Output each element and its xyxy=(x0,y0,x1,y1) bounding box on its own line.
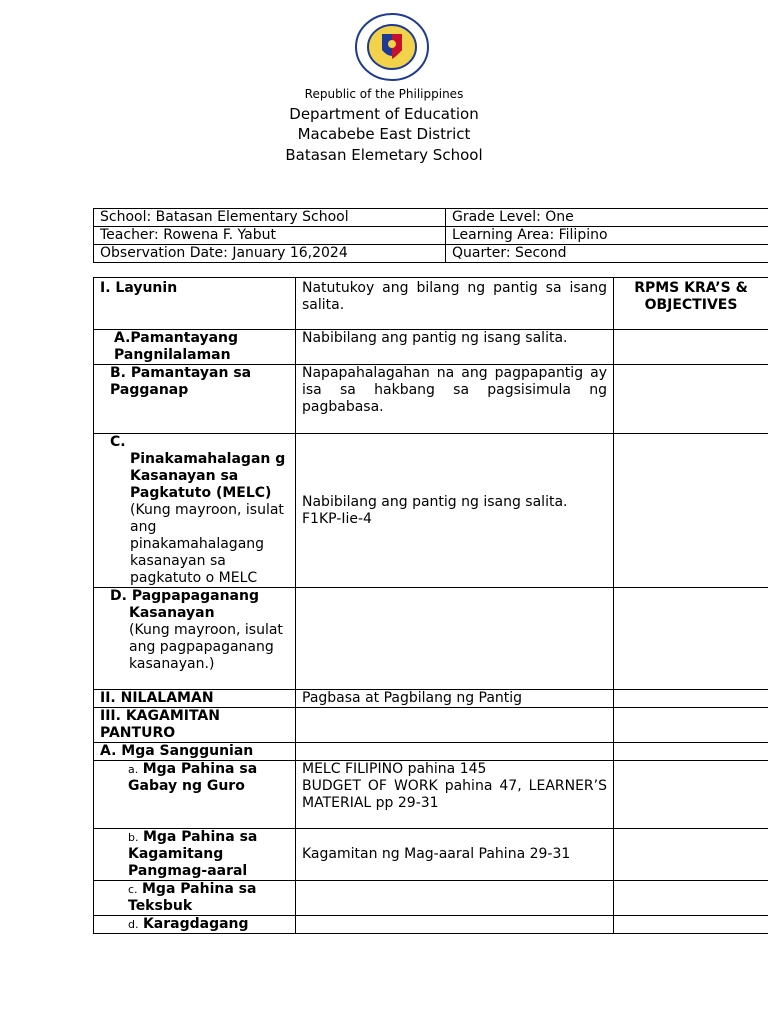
teksbuk-label: Mga Pahina sa Teksbuk xyxy=(128,881,257,914)
rpms-cell xyxy=(614,761,768,829)
teacher-cell: Teacher: Rowena F. Yabut xyxy=(94,227,446,245)
melc-label-cell xyxy=(94,434,296,588)
table-row xyxy=(94,365,768,434)
kagamitang-pangmag-aaral-content: Kagamitan ng Mag-aaral Pahina 29-31 xyxy=(296,829,614,881)
table-row xyxy=(94,588,768,690)
rpms-cell xyxy=(614,916,768,934)
rpms-cell xyxy=(614,829,768,881)
table-row xyxy=(94,708,768,743)
melc-reference: MELC FILIPINO pahina 145 xyxy=(302,761,487,777)
layunin-label: I. Layunin xyxy=(94,278,296,330)
table-row xyxy=(94,743,768,761)
melc-code: F1KP-Iie-4 xyxy=(302,510,372,527)
table-row xyxy=(94,916,768,934)
info-row xyxy=(94,245,768,263)
teksbuk-content xyxy=(296,881,614,916)
kagamitang-pangmag-aaral-label: Mga Pahina sa Kagamitang Pangmag-aaral xyxy=(128,829,258,879)
item-marker: c. xyxy=(128,883,138,896)
budget-of-work-reference: BUDGET OF WORK pahina 47, LEARNER’S MATERIAL pp 29-31 xyxy=(302,778,607,811)
rpms-cell xyxy=(614,708,768,743)
district-title: Macabebe East District xyxy=(297,125,471,143)
pagpapaganang-kasanayan-cell xyxy=(94,588,296,690)
pamantayan-sa-pagganap-label: B. Pamantayan sa Pagganap xyxy=(94,365,296,434)
pagpapaganang-kasanayan-content xyxy=(296,588,614,690)
karagdagang-label: Karagdagang xyxy=(142,916,249,932)
observation-date-cell: Observation Date: January 16,2024 xyxy=(94,245,446,263)
pagpapaganang-kasanayan-label: D. Pagpapaganang Kasanayan xyxy=(110,588,259,621)
melc-letter: C. xyxy=(110,434,126,450)
info-table xyxy=(93,208,768,263)
nilalaman-label: II. NILALAMAN xyxy=(94,690,296,708)
lesson-plan-table xyxy=(93,277,768,934)
pagpapaganang-kasanayan-note: (Kung mayroon, isulat ang pagpapaganang kasanayan.) xyxy=(129,622,283,672)
table-row xyxy=(94,278,768,330)
rpms-cell xyxy=(614,330,768,365)
pamantayang-pangnilalaman-label: A.Pamantayang Pangnilalaman xyxy=(94,330,296,365)
melc-label: Pinakamahalagan g Kasanayan sa Pagkatuto (MELC) xyxy=(130,451,286,501)
gabay-guro-content xyxy=(296,761,614,829)
quarter-cell: Quarter: Second xyxy=(446,245,768,263)
table-row xyxy=(94,761,768,829)
rpms-cell xyxy=(614,881,768,916)
pamantayang-pangnilalaman-content: Nabibilang ang pantig ng isang salita. xyxy=(296,330,614,365)
kagamitan-panturo-label: III. KAGAMITAN PANTURO xyxy=(94,708,296,743)
mga-sanggunian-content xyxy=(296,743,614,761)
karagdagang-cell xyxy=(94,916,296,934)
rpms-cell xyxy=(614,588,768,690)
republic-label: Republic of the Philippines xyxy=(304,87,464,101)
table-row xyxy=(94,434,768,588)
teksbuk-cell xyxy=(94,881,296,916)
grade-level-cell: Grade Level: One xyxy=(446,209,768,227)
kagamitan-panturo-content xyxy=(296,708,614,743)
gabay-guro-cell xyxy=(94,761,296,829)
melc-content xyxy=(296,434,614,588)
info-row xyxy=(94,227,768,245)
table-row xyxy=(94,330,768,365)
pamantayan-sa-pagganap-content: Napapahalagahan na ang pagpapantig ay isa sa hakbang sa pagsisimula ng pagbabasa. xyxy=(296,365,614,434)
melc-note: (Kung mayroon, isulat ang pinakamahalagang kasanayan sa pagkatuto o MELC xyxy=(130,502,284,586)
melc-label-block xyxy=(110,451,289,587)
rpms-cell xyxy=(614,365,768,434)
rpms-cell xyxy=(614,743,768,761)
table-row xyxy=(94,690,768,708)
deped-seal xyxy=(352,12,432,82)
rpms-header: RPMS KRA’S & OBJECTIVES xyxy=(614,278,768,330)
kagamitang-pangmag-aaral-cell xyxy=(94,829,296,881)
school-title: Batasan Elemetary School xyxy=(285,146,483,164)
school-cell: School: Batasan Elementary School xyxy=(94,209,446,227)
mga-sanggunian-label: A. Mga Sanggunian xyxy=(94,743,296,761)
layunin-content: Natutukoy ang bilang ng pantig sa isang salita. xyxy=(296,278,614,330)
nilalaman-content: Pagbasa at Pagbilang ng Pantig xyxy=(296,690,614,708)
karagdagang-content xyxy=(296,916,614,934)
table-row xyxy=(94,829,768,881)
rpms-cell xyxy=(614,690,768,708)
item-marker: b. xyxy=(128,831,139,844)
gabay-guro-label: Mga Pahina sa Gabay ng Guro xyxy=(128,761,258,794)
table-row xyxy=(94,881,768,916)
learning-area-cell: Learning Area: Filipino xyxy=(446,227,768,245)
item-marker: a. xyxy=(128,763,139,776)
rpms-cell xyxy=(614,434,768,588)
melc-competency: Nabibilang ang pantig ng isang salita. xyxy=(302,493,568,510)
info-row xyxy=(94,209,768,227)
department-title: Department of Education xyxy=(289,105,479,123)
item-marker: d. xyxy=(128,918,139,931)
